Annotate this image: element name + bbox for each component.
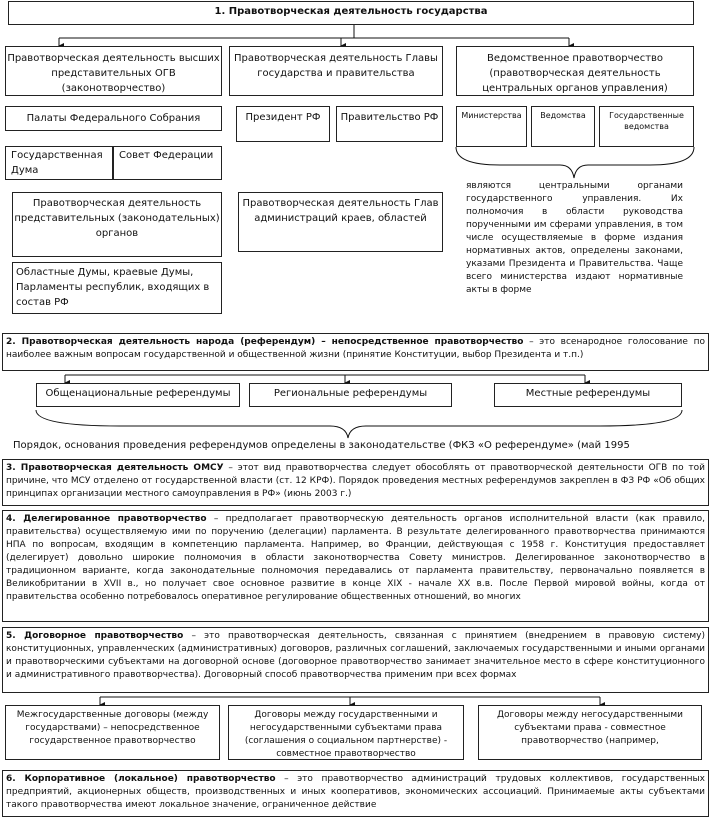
state-duma-box <box>5 146 113 180</box>
state-agencies-box <box>599 106 694 147</box>
ministries-note-text: являются центральными органами государственного управления. Их полномочия в области руководства порученными им сферами управления, в том числе осуществляемые в форме издания нормативных актов, определены законами, указами Президента и Правительства. Чаще всего министерства издают нормативные акты в форме <box>466 181 683 295</box>
federal-assembly-box <box>5 106 222 131</box>
section-5-body: – это правотворческая деятельность, связанная с принятием (внедрением в правовую систему) конституционных, управленческих (административных) договоров, различных соглашений, заключаемых государственными и иными органами и правотворческими субъектами на договорной основе (договорное правотворчество занимает значительное место в сфере конституционного и административного правотворчества). Договорный способ правотворчества применим при всех формах <box>6 631 705 680</box>
section-5-heading: 5. Договорное правотворчество <box>6 631 184 641</box>
referendum-law-note <box>13 438 703 454</box>
nonstate-treaties-box <box>478 705 702 760</box>
agencies-box <box>531 106 595 147</box>
state-nonstate-treaties-box <box>228 705 464 760</box>
section-4-body: – предполагает правотворческую деятельность органов исполнительной власти (как правило, правительства) осуществляемую ими по поручению (делегации) парламента. В результате делегированного правотворчества принимаются НПА по вопросам, входящим в компетенцию парламента. Например, во Франции, действующая с 1958 г. Конституция предоставляет (делегирует) довольно широкие полномочия в области законотворчества Совету министров. Делегированное законотворчество в традиционном варианте, когда законодательные полномочия передавались от парламента правительству, первоначально появляется в Великобритании в XVII в., но получает свое основное развитие в конце XIX - начале XX в.в. После Первой мировой войны, когда от правительства особенно потребовалось оперативное регулирование общественных отношений, во многих <box>6 514 705 602</box>
state-nonstate-treaties-text: Договоры между государственными и негосударственными субъектами права (соглашения о социальном партнерстве) - совместное правотворчество <box>244 710 448 759</box>
section-3-heading: 3. Правотворческая деятельность ОМСУ <box>6 463 224 473</box>
interstate-treaties-text: Межгосударственные договоры (между государствами) – непосредственное государственное правотворчество <box>16 710 209 746</box>
ministries-box <box>456 106 527 147</box>
nonstate-treaties-text: Договоры между негосударственными субъектами права - совместное правотворчество (например, <box>496 710 684 746</box>
regional-legislative-box <box>12 192 222 257</box>
interstate-treaties-box <box>5 705 220 760</box>
government-box <box>336 106 443 142</box>
higher-organs-box <box>5 46 222 96</box>
referendum-law-text: Порядок, основания проведения референдумов определены в законодательстве (ФКЗ «О референдуме» (май 1995 <box>13 440 630 451</box>
regional-dumas-text: Областные Думы, краевые Думы, Парламенты республик, входящих в состав РФ <box>16 267 210 308</box>
regional-referendum-box <box>249 383 452 407</box>
section-2-body: – это всенародное голосование по наиболее важным вопросам государственной и общественной жизни (принятие Конституции, выбор Президента и т.п.) <box>6 337 705 360</box>
departmental-box <box>456 46 694 96</box>
national-referendum-box <box>36 383 240 407</box>
state-duma-text: Государственная Дума <box>11 150 103 176</box>
ministries-text: Министерства <box>461 111 522 120</box>
section-3-box <box>2 459 709 506</box>
agencies-text: Ведомства <box>540 111 586 120</box>
section-6-box <box>2 770 709 817</box>
regional-dumas-box <box>12 262 222 314</box>
section-3-body: – этот вид правотворчества следует обособлять от правотворческой деятельности ОГВ по той причине, что МСУ отделено от государственной власти (ст. 12 КРФ). Порядок проведения местных референдумов закреплен в ФЗ РФ «Об общих принципах организации местного самоуправления в РФ» (июнь 2003 г.) <box>6 463 706 499</box>
section-2-heading: 2. Правотворческая деятельность народа (референдум) – непосредственное правотворчество <box>6 337 524 347</box>
head-state-box <box>229 46 443 96</box>
regional-heads-box <box>238 192 443 252</box>
head-state-text: Правотворческая деятельность Главы государства и правительства <box>234 53 438 79</box>
section-6-body: – это правотворчество администраций трудовых коллективов, государственных предприятий, акционерных обществ, производственных и иных кооперативов, экономических ассоциаций. Принимаемые акты субъектами такого правотворчества имеют локальное значение, ограниченное действие <box>6 774 705 810</box>
section-4-heading: 4. Делегированное правотворчество <box>6 514 207 524</box>
regional-referendum-text: Региональные референдумы <box>273 388 428 399</box>
federation-council-text: Совет Федерации <box>119 150 214 161</box>
main-title-box <box>8 1 694 25</box>
ministries-note <box>466 180 683 330</box>
president-text: Президент РФ <box>245 112 321 123</box>
federation-council-box <box>113 146 222 180</box>
section-4-box <box>2 510 709 622</box>
section-6-heading: 6. Корпоративное (локальное) правотворчество <box>6 774 276 784</box>
local-referendum-text: Местные референдумы <box>525 388 651 399</box>
federal-assembly-text: Палаты Федерального Собрания <box>26 113 201 124</box>
section-5-box <box>2 627 709 693</box>
local-referendum-box <box>494 383 682 407</box>
national-referendum-text: Общенациональные референдумы <box>45 388 231 399</box>
state-agencies-text: Государственные ведомства <box>609 111 684 131</box>
regional-heads-text: Правотворческая деятельность Глав администраций краев, областей <box>242 198 439 224</box>
regional-legislative-text: Правотворческая деятельность представительных (законодательных) органов <box>14 198 220 239</box>
government-text: Правительство РФ <box>340 112 439 123</box>
president-box <box>236 106 330 142</box>
departmental-text: Ведомственное правотворчество (правотворческая деятельность центральных органов управления) <box>482 53 668 94</box>
main-title: 1. Правотворческая деятельность государства <box>214 6 488 17</box>
section-2-box <box>2 333 709 371</box>
higher-organs-text: Правотворческая деятельность высших представительных ОГВ (законотворчество) <box>7 53 220 94</box>
